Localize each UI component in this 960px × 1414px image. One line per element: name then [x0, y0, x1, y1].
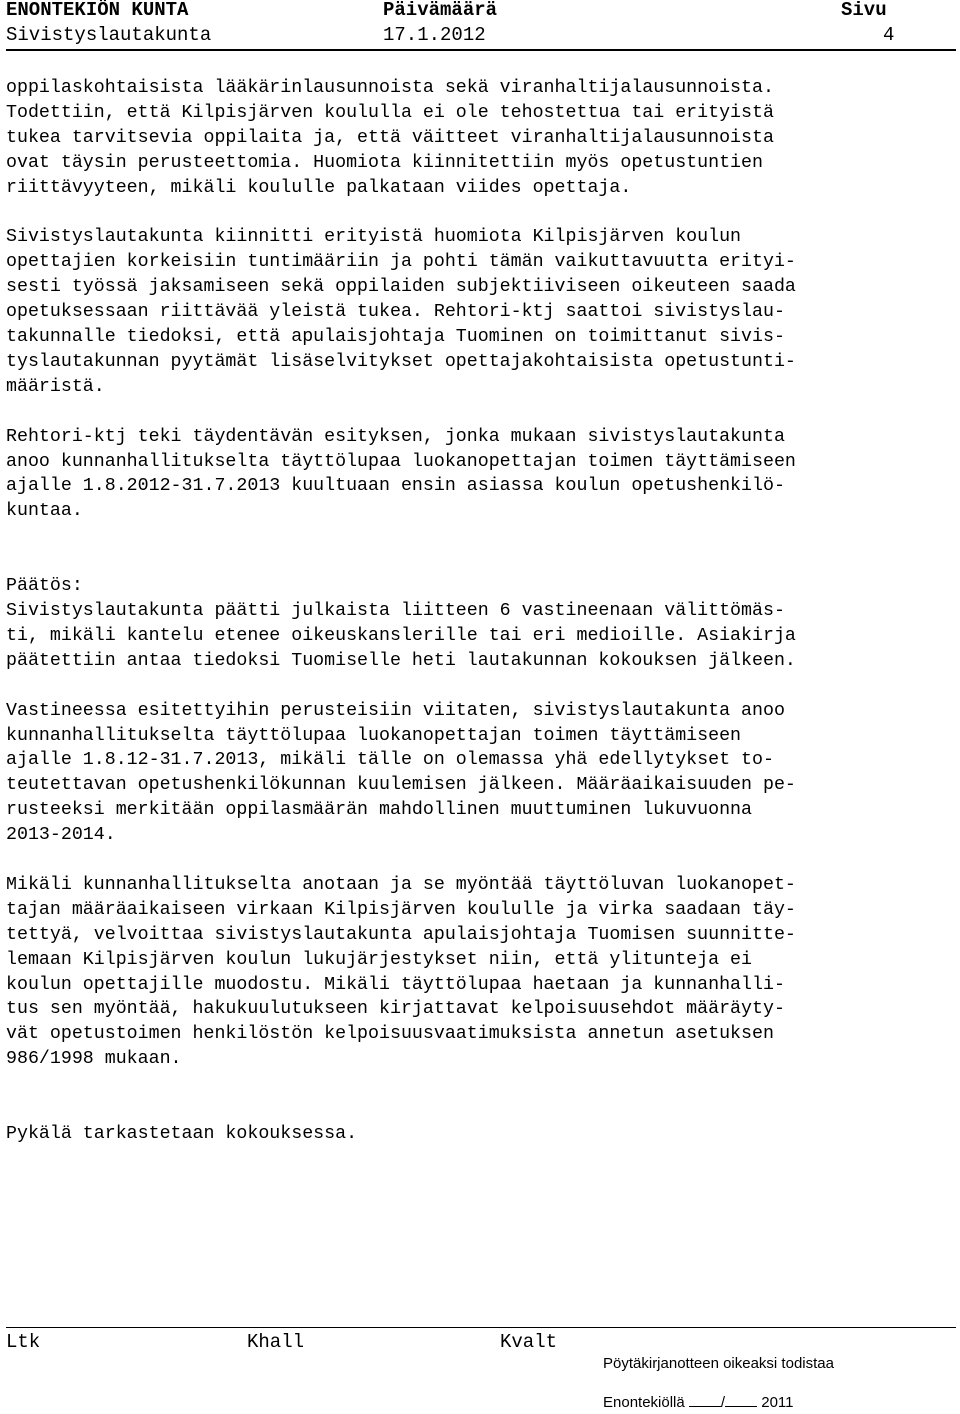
header-row-1: [6, 0, 956, 22]
meeting-date: 17.1.2012: [383, 24, 486, 46]
page-number: 4: [883, 24, 895, 46]
paragraph-3: Rehtori-ktj teki täydentävän esityksen, jonka mukaan sivistyslautakunta anoo kunnanhallitukselta täyttölupaa luokanopettajan toimen täyttämiseen ajalle 1.8.2012-31.7.2013 kuultuaan ensin asiassa koulun opetushenkilö- kuntaa.: [6, 426, 796, 522]
paragraph-1: oppilaskohtaisista lääkärinlausunnoista sekä viranhaltijalausunnoista. Todettiin, että Kilpisjärven koululla ei ole tehostettua tai erityistä tukea tarvitsevia oppilaita ja, että väitteet viranhaltijalausunnoista ovat täysin perusteettomia. Huomiota kiinnitettiin myös opetustuntien riittävyyteen, mikäli koululle palkataan viides opettaja.: [6, 78, 774, 198]
month-blank: [725, 1392, 757, 1407]
paragraph-6: Mikäli kunnanhallitukselta anotaan ja se myöntää täyttöluvan luokanopet- tajan määräaikaiseen virkaan Kilpisjärven koululle ja virka saadaan täy- tettyä, velvoittaa sivistyslautakunta apulaisjohtaja Tuomisen suunnitte- lemaan Kilpisjärven koulun lukujärjestykset niin, että ylitunteja ei koulun opettajille muodostu. Mikäli täyttölupaa haetaan ja kunnanhalli- tus sen myöntää, hakukuulutukseen kirjattavat kelpoisuusehdot määräyty- vät opetustoimen henkilöstön kelpoisuusvaatimuksista annetun asetuksen 986/1998 mukaan.: [6, 874, 796, 1070]
place-date-line: [603, 1392, 794, 1413]
footer-khall: Khall: [247, 1331, 305, 1353]
page-label: Sivu: [841, 0, 887, 21]
paragraph-5: Vastineessa esitettyihin perusteisiin viitaten, sivistyslautakunta anoo kunnanhallitukselta täyttölupaa luokanopettajan toimen täyttämiseen ajalle 1.8.12-31.7.2013, mikäli tälle on olemassa yhä edellytykset to- teutettavan opetushenkilökunnan kuulemisen jälkeen. Määräaikaisuuden pe- rusteeksi merkitään oppilasmäärän mahdollinen muuttuminen lukuvuonna 2013-2014.: [6, 700, 796, 846]
minutes-body: [6, 76, 958, 1172]
header-rule: [6, 49, 956, 51]
date-label: Päivämäärä: [383, 0, 498, 21]
year: 2011: [761, 1394, 794, 1411]
paragraph-4: Sivistyslautakunta päätti julkaista liitteen 6 vastineenaan välittömäs- ti, mikäli kantelu etenee oikeuskanslerille tai eri medioille. Asiakirja päätettiin antaa tiedoksi Tuomiselle heti lautakunnan kokouksen jälkeen.: [6, 600, 796, 671]
paragraph-7: Pykälä tarkastetaan kokouksessa.: [6, 1123, 358, 1144]
date-slash: /: [720, 1394, 726, 1411]
certification-text: Pöytäkirjanotteen oikeaksi todistaa: [603, 1355, 834, 1372]
decision-heading: Päätös:: [6, 576, 83, 597]
paragraph-2: Sivistyslautakunta kiinnitti erityistä huomiota Kilpisjärven koulun opettajien korkeisiin tuntimääriin ja pohti tämän vaikuttavuutta erityi- sesti työssä jaksamiseen sekä oppilaiden subjektiiviseen oikeuteen saada opetuksessaan riittävää yleistä tukea. Rehtori-ktj saattoi sivistyslau- takunnalle tiedoksi, että apulaisjohtaja Tuominen on toimittanut sivis- tyslautakunnan pyytämät lisäselvitykset opettajakohtaisista opetustunti- määristä.: [6, 227, 796, 397]
header-row-2: [6, 23, 956, 47]
municipality-name: ENONTEKIÖN KUNTA: [6, 0, 189, 21]
footer-kvalt: Kvalt: [500, 1331, 558, 1353]
day-blank: [689, 1392, 721, 1407]
place-name: Enontekiöllä: [603, 1394, 685, 1411]
footer-rule: [6, 1327, 956, 1328]
board-name: Sivistyslautakunta: [6, 24, 212, 46]
footer-ltk: Ltk: [6, 1331, 41, 1353]
